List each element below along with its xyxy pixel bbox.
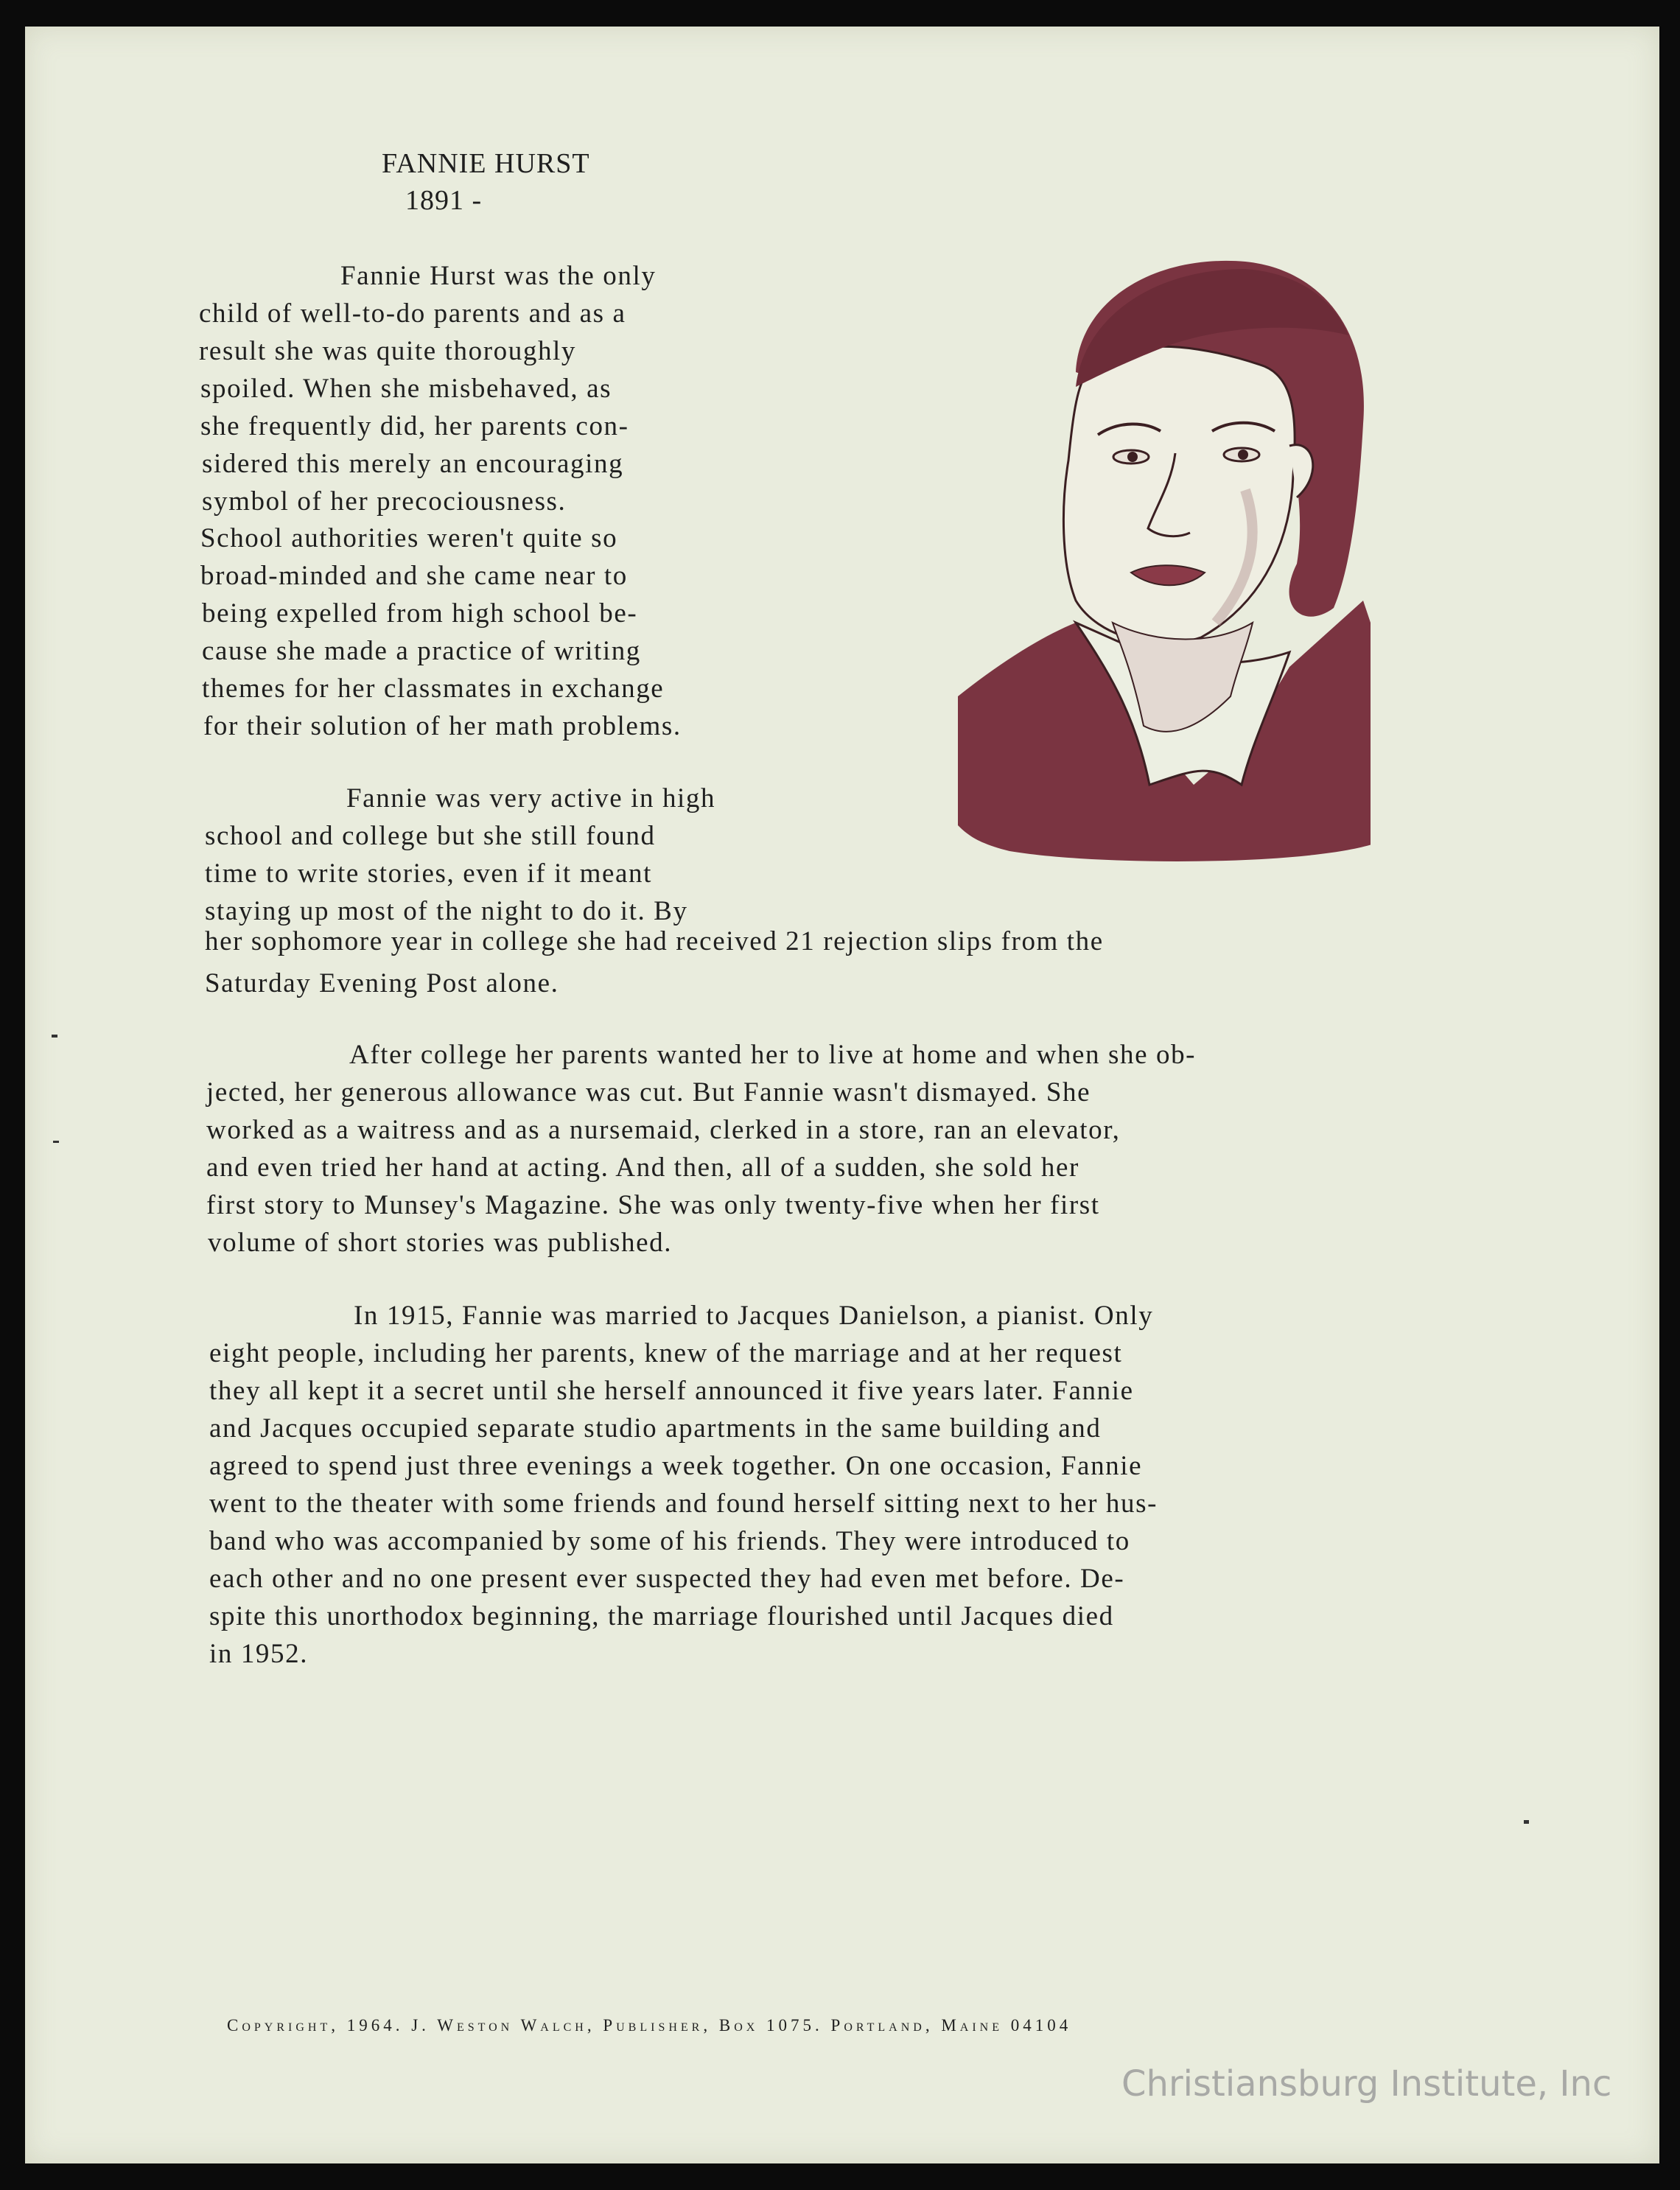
body-line: spoiled. When she misbehaved, as: [200, 374, 612, 404]
body-line: school and college but she still found: [205, 821, 656, 851]
body-line: volume of short stories was published.: [208, 1228, 673, 1258]
body-line: staying up most of the night to do it. By: [205, 896, 688, 926]
body-line: broad-minded and she came near to: [200, 561, 628, 591]
body-line: each other and no one present ever suspected they had even met before. De-: [209, 1564, 1125, 1594]
paper-speck: [52, 1035, 57, 1038]
body-line: first story to Munsey's Magazine. She was only twenty-five when her first: [206, 1190, 1100, 1220]
body-line: and even tried her hand at acting. And then, all of a sudden, she sold her: [206, 1152, 1079, 1183]
body-line: Fannie was very active in high: [346, 783, 716, 814]
body-line: spite this unorthodox beginning, the marriage flourished until Jacques died: [209, 1601, 1114, 1631]
body-line: they all kept it a secret until she herself announced it five years later. Fannie: [209, 1376, 1134, 1406]
body-line: Fannie Hurst was the only: [340, 261, 657, 291]
body-line: and Jacques occupied separate studio apartments in the same building and: [209, 1413, 1102, 1444]
body-line: After college her parents wanted her to live at home and when she ob-: [349, 1040, 1197, 1070]
body-line: jected, her generous allowance was cut. But Fannie wasn't dismayed. She: [206, 1077, 1091, 1108]
paper-speck: [1524, 1820, 1529, 1824]
body-line: time to write stories, even if it meant: [205, 858, 652, 889]
body-line: for their solution of her math problems.: [203, 711, 682, 741]
watermark: Christiansburg Institute, Inc: [1121, 2063, 1612, 2105]
body-line: in 1952.: [209, 1639, 309, 1669]
body-line: eight people, including her parents, knew of the marriage and at her request: [209, 1338, 1123, 1368]
paper-speck: [53, 1141, 59, 1143]
body-line: Saturday Evening Post alone.: [205, 968, 559, 998]
body-line: School authorities weren't quite so: [200, 523, 618, 553]
copyright-notice: Copyright, 1964. J. Weston Walch, Publisher, Box 1075. Portland, Maine 04104: [227, 2016, 1072, 2035]
body-line: worked as a waitress and as a nursemaid, clerked in a store, ran an elevator,: [206, 1115, 1121, 1145]
body-line: cause she made a practice of writing: [202, 636, 641, 666]
body-line: band who was accompanied by some of his friends. They were introduced to: [209, 1526, 1130, 1556]
body-line: themes for her classmates in exchange: [202, 674, 665, 704]
body-line: result she was quite thoroughly: [199, 336, 577, 366]
body-line: sidered this merely an encouraging: [202, 449, 624, 479]
body-line: being expelled from high school be-: [202, 598, 638, 629]
body-line: her sophomore year in college she had received 21 rejection slips from the: [205, 926, 1104, 956]
body-line: In 1915, Fannie was married to Jacques Danielson, a pianist. Only: [354, 1301, 1154, 1331]
life-years: 1891 -: [405, 185, 483, 216]
body-line: agreed to spend just three evenings a week together. On one occasion, Fannie: [209, 1451, 1143, 1481]
body-line: child of well-to-do parents and as a: [199, 298, 626, 329]
portrait-illustration: [951, 254, 1371, 866]
body-line: symbol of her precociousness.: [202, 486, 567, 517]
body-line: she frequently did, her parents con-: [200, 411, 629, 441]
body-line: went to the theater with some friends and found herself sitting next to her hus-: [209, 1488, 1158, 1519]
page-title: FANNIE HURST: [382, 148, 590, 179]
